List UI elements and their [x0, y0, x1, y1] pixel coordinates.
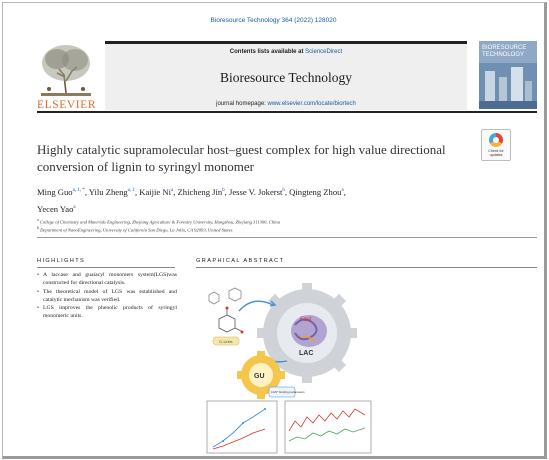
sciencedirect-link[interactable]: ScienceDirect [305, 49, 343, 55]
author-affiliation-mark[interactable]: a, 1 [127, 188, 135, 193]
kinetics-plot-thumbnail [207, 401, 277, 453]
affiliation-b [37, 226, 233, 233]
journal-banner [105, 41, 467, 110]
affiliation-a [37, 218, 280, 225]
highlights-list [37, 271, 177, 321]
cover-image [479, 63, 537, 109]
crossmark-icon [489, 133, 503, 147]
author-name[interactable]: Yilu Zheng [88, 186, 128, 197]
graphical-abstract-heading: GRAPHICAL ABSTRACT [196, 258, 285, 264]
author-affiliation-mark[interactable]: a, 1, * [72, 188, 85, 193]
author-list: Ming Guo$^{a, 1, *}$, Yilu Zheng$^{a, 1}$, Kaijie Ni$^a$, Zhicheng Jin$^b$, Jesse V. Jokerst$^b$, Qingteng Zhou$^a$, Yecen Yao$^a$ [37, 186, 346, 214]
author-name[interactable]: Qingteng Zhou [289, 186, 342, 197]
guaiacyl-molecule-icon [209, 288, 244, 334]
homepage-link[interactable]: www.elsevier.com/locate/biortech [267, 101, 356, 107]
journal-homepage-line [105, 101, 467, 107]
author-name[interactable]: Ming Guo [37, 186, 73, 197]
availability-line [105, 49, 467, 55]
affiliation-text: Department of NanoEngineering, University of California San Diego, La Jolla, CA 92093, United States [40, 227, 233, 233]
fast-label: Fast [300, 317, 312, 323]
section-divider [37, 237, 537, 238]
list-item: • LGS improves the phenolic products of syringyl monomeric units. [37, 304, 177, 321]
elsevier-wordmark[interactable]: ELSEVIER [37, 99, 97, 111]
author-affiliation-mark[interactable]: a [73, 204, 76, 210]
highlights-rule [37, 267, 175, 268]
highlights-heading: HIGHLIGHTS [37, 258, 86, 264]
author-affiliation-mark[interactable]: b [222, 188, 225, 193]
g-units-label: G-Units [219, 339, 233, 344]
list-item: • The theoretical model of LGS was established and catalytic mechanism was verified. [37, 288, 177, 305]
author-affiliation-mark[interactable]: a [171, 188, 174, 193]
cover-title: BIORESOURCE TECHNOLOGY [482, 45, 527, 58]
author-name[interactable]: Zhicheng Jin [177, 186, 223, 197]
lac-label: LAC [299, 350, 314, 357]
graphical-abstract-figure[interactable] [199, 271, 389, 456]
spectrum-plot-thumbnail [285, 401, 371, 453]
journal-name: Bioresource Technology [220, 70, 352, 85]
graphical-abstract-rule [196, 267, 537, 268]
author-name[interactable]: Kaijie Ni [139, 186, 171, 197]
check-for-updates-label: Check for updates [488, 149, 504, 157]
author-name[interactable]: Jesse V. Jokerst [228, 186, 283, 197]
gu-label: GU [254, 373, 265, 380]
affiliation-mark: b [37, 226, 39, 230]
article-page [2, 2, 547, 459]
affiliation-mark: a [37, 218, 39, 222]
binding-parameters-label: LGS* binding parameters [271, 390, 305, 394]
availability-prefix: Contents lists available at [229, 49, 304, 55]
affiliation-text: College of Chemistry and Materials Engineering, Zhejiang Agriculture & Forestry University, Hangzhou, Zhejiang 311300, China [39, 219, 280, 225]
check-for-updates-button[interactable] [481, 129, 511, 161]
homepage-prefix: journal homepage: [216, 101, 266, 107]
journal-cover-thumbnail[interactable] [479, 41, 537, 109]
author-name[interactable]: Yecen Yao [37, 203, 74, 214]
article-title: Highly catalytic supramolecular host–guest complex for high value directional conversion of lignin to syringyl monomer [37, 142, 446, 174]
author-affiliation-mark[interactable]: a [341, 188, 344, 193]
author-affiliation-mark[interactable]: b [282, 188, 285, 193]
header-rule [37, 111, 537, 113]
list-item: • A laccase and guaiacyl monomers system(LGS)was constructed for directional catalysis. [37, 271, 177, 288]
journal-citation[interactable]: Bioresource Technology 364 (2022) 128020 [210, 17, 337, 24]
